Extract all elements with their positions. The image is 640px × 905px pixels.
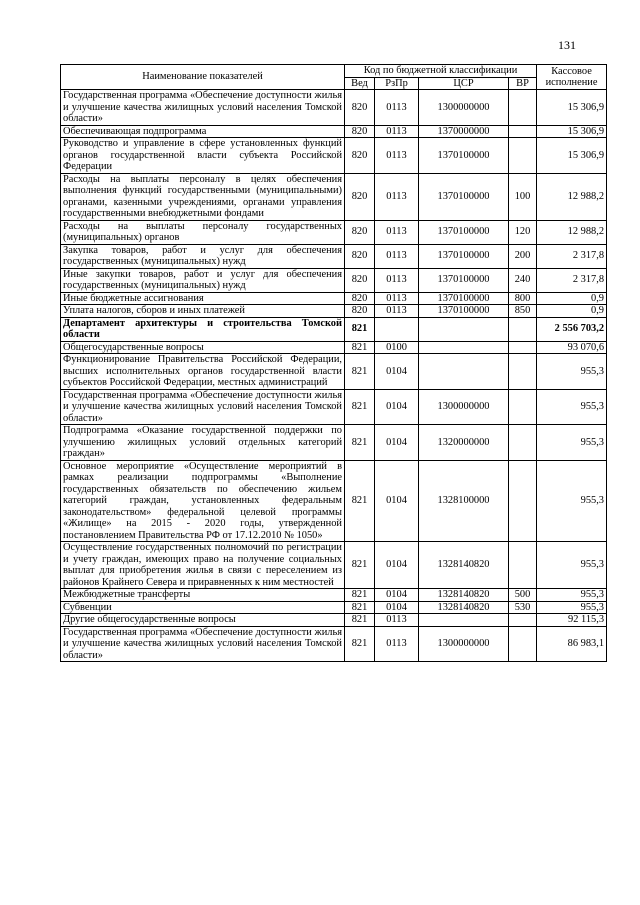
- row-rzpr: 0113: [375, 244, 419, 268]
- row-rzpr: 0113: [375, 125, 419, 138]
- row-ved: 820: [345, 268, 375, 292]
- row-ved: 821: [345, 354, 375, 390]
- table-row: [61, 460, 607, 542]
- row-rzpr: 0104: [375, 589, 419, 602]
- row-rzpr: 0104: [375, 389, 419, 425]
- row-amount: 0,9: [537, 305, 607, 318]
- row-amount: 15 306,9: [537, 138, 607, 174]
- row-csr: 1320000000: [419, 425, 509, 461]
- row-vr: 120: [509, 220, 537, 244]
- row-name: Закупка товаров, работ и услуг для обеспечения государственных (муниципальных) нужд: [61, 244, 345, 268]
- row-rzpr: 0113: [375, 268, 419, 292]
- row-csr: 1370100000: [419, 220, 509, 244]
- row-csr: [419, 317, 509, 341]
- table-row: [61, 244, 607, 268]
- row-ved: 821: [345, 389, 375, 425]
- table-body: [61, 90, 607, 662]
- row-name: Иные бюджетные ассигнования: [61, 292, 345, 305]
- row-vr: 500: [509, 589, 537, 602]
- row-name: Государственная программа «Обеспечение доступности жилья и улучшение качества жилищных условий населения Томской области»: [61, 626, 345, 662]
- row-amount: 955,3: [537, 460, 607, 542]
- row-ved: 820: [345, 220, 375, 244]
- row-amount: 12 988,2: [537, 173, 607, 220]
- row-vr: 240: [509, 268, 537, 292]
- row-name: Осуществление государственных полномочий по регистрации и учету граждан, имеющих право на получение социальных выплат для приобретения жилья в связи с переселением из районов Крайнего Севера и приравненных к ним местностей: [61, 542, 345, 589]
- row-name: Обеспечивающая подпрограмма: [61, 125, 345, 138]
- row-vr: [509, 138, 537, 174]
- row-ved: 820: [345, 125, 375, 138]
- row-amount: 2 556 703,2: [537, 317, 607, 341]
- row-ved: 820: [345, 244, 375, 268]
- row-vr: 100: [509, 173, 537, 220]
- table-row: [61, 589, 607, 602]
- row-name: Общегосударственные вопросы: [61, 341, 345, 354]
- row-vr: [509, 425, 537, 461]
- row-ved: 821: [345, 460, 375, 542]
- row-name: Межбюджетные трансферты: [61, 589, 345, 602]
- row-vr: 530: [509, 601, 537, 614]
- row-rzpr: 0113: [375, 173, 419, 220]
- table-row: [61, 268, 607, 292]
- row-vr: [509, 90, 537, 126]
- row-csr: 1370100000: [419, 305, 509, 318]
- row-csr: 1300000000: [419, 90, 509, 126]
- table-row: [61, 220, 607, 244]
- table-row: [61, 125, 607, 138]
- row-name: Расходы на выплаты персоналу государственных (муниципальных) органов: [61, 220, 345, 244]
- row-name: Департамент архитектуры и строительства Томской области: [61, 317, 345, 341]
- row-ved: 821: [345, 341, 375, 354]
- table-row: [61, 173, 607, 220]
- table-row: [61, 354, 607, 390]
- row-rzpr: 0104: [375, 425, 419, 461]
- row-csr: 1370000000: [419, 125, 509, 138]
- row-vr: 850: [509, 305, 537, 318]
- row-rzpr: 0104: [375, 601, 419, 614]
- table-row: [61, 138, 607, 174]
- row-amount: 92 115,3: [537, 614, 607, 627]
- row-amount: 0,9: [537, 292, 607, 305]
- row-amount: 955,3: [537, 425, 607, 461]
- row-name: Государственная программа «Обеспечение доступности жилья и улучшение качества жилищных условий населения Томской области»: [61, 90, 345, 126]
- page-number: 131: [558, 38, 576, 52]
- header-amount: Кассовое исполнение: [537, 65, 607, 90]
- row-ved: 820: [345, 305, 375, 318]
- header-ved: Вед: [345, 77, 375, 90]
- row-ved: 821: [345, 614, 375, 627]
- row-rzpr: 0113: [375, 90, 419, 126]
- row-csr: 1370100000: [419, 268, 509, 292]
- row-name: Подпрограмма «Оказание государственной поддержки по улучшению жилищных условий отдельных категорий граждан»: [61, 425, 345, 461]
- row-amount: 955,3: [537, 589, 607, 602]
- row-ved: 820: [345, 138, 375, 174]
- header-csr: ЦСР: [419, 77, 509, 90]
- row-ved: 821: [345, 317, 375, 341]
- row-csr: 1370100000: [419, 173, 509, 220]
- row-amount: 86 983,1: [537, 626, 607, 662]
- row-vr: [509, 341, 537, 354]
- row-name: Функционирование Правительства Российской Федерации, высших исполнительных органов государственной власти субъектов Российской Федерации, местных администраций: [61, 354, 345, 390]
- row-name: Основное мероприятие «Осуществление мероприятий в рамках реализации подпрограммы «Выполнение государственных обязательств по обеспечению жильем категорий граждан, установленных федеральным законодательством» федеральной целевой программы «Жилище» на 2015 - 2020 годы, утвержденной постановлением Правительства РФ от 17.12.2010 № 1050»: [61, 460, 345, 542]
- header-vr: ВР: [509, 77, 537, 90]
- header-name: Наименование показателей: [61, 65, 345, 90]
- row-ved: 821: [345, 626, 375, 662]
- row-vr: [509, 542, 537, 589]
- row-amount: 955,3: [537, 389, 607, 425]
- row-csr: 1370100000: [419, 292, 509, 305]
- row-amount: 12 988,2: [537, 220, 607, 244]
- table-row: [61, 425, 607, 461]
- row-name: Другие общегосударственные вопросы: [61, 614, 345, 627]
- table-row: [61, 341, 607, 354]
- row-csr: 1328140820: [419, 601, 509, 614]
- budget-execution-table: [60, 64, 607, 662]
- row-amount: 955,3: [537, 542, 607, 589]
- row-name: Расходы на выплаты персоналу в целях обеспечения выполнения функций государственными (муниципальными) органами, казенными учреждениями, органами управления государственными внебюджетными фондами: [61, 173, 345, 220]
- row-ved: 821: [345, 601, 375, 614]
- table-row: [61, 614, 607, 627]
- row-rzpr: 0113: [375, 292, 419, 305]
- row-rzpr: 0113: [375, 220, 419, 244]
- row-vr: [509, 317, 537, 341]
- header-code-group: Код по бюджетной классификации: [345, 65, 537, 78]
- row-amount: 15 306,9: [537, 90, 607, 126]
- row-csr: 1370100000: [419, 244, 509, 268]
- table-row: [61, 90, 607, 126]
- row-vr: [509, 460, 537, 542]
- row-rzpr: 0113: [375, 138, 419, 174]
- row-csr: 1328140820: [419, 542, 509, 589]
- row-vr: [509, 125, 537, 138]
- row-rzpr: [375, 317, 419, 341]
- row-csr: 1328100000: [419, 460, 509, 542]
- table-row: [61, 305, 607, 318]
- table-row: [61, 389, 607, 425]
- row-ved: 820: [345, 173, 375, 220]
- row-ved: 820: [345, 292, 375, 305]
- row-csr: 1300000000: [419, 626, 509, 662]
- row-ved: 821: [345, 589, 375, 602]
- row-ved: 821: [345, 425, 375, 461]
- row-amount: 15 306,9: [537, 125, 607, 138]
- row-amount: 955,3: [537, 354, 607, 390]
- row-rzpr: 0104: [375, 354, 419, 390]
- row-amount: 955,3: [537, 601, 607, 614]
- row-csr: 1370100000: [419, 138, 509, 174]
- row-vr: 800: [509, 292, 537, 305]
- row-rzpr: 0104: [375, 542, 419, 589]
- row-name: Уплата налогов, сборов и иных платежей: [61, 305, 345, 318]
- table-row: [61, 601, 607, 614]
- row-csr: 1300000000: [419, 389, 509, 425]
- row-name: Иные закупки товаров, работ и услуг для обеспечения государственных (муниципальных) нужд: [61, 268, 345, 292]
- row-ved: 821: [345, 542, 375, 589]
- row-vr: [509, 626, 537, 662]
- row-csr: 1328140820: [419, 589, 509, 602]
- table-row: [61, 317, 607, 341]
- row-vr: [509, 389, 537, 425]
- row-rzpr: 0113: [375, 614, 419, 627]
- row-rzpr: 0100: [375, 341, 419, 354]
- header-rzpr: РзПр: [375, 77, 419, 90]
- row-rzpr: 0113: [375, 305, 419, 318]
- row-rzpr: 0113: [375, 626, 419, 662]
- table-row: [61, 542, 607, 589]
- row-name: Государственная программа «Обеспечение доступности жилья и улучшение качества жилищных условий населения Томской области»: [61, 389, 345, 425]
- row-vr: 200: [509, 244, 537, 268]
- row-amount: 93 070,6: [537, 341, 607, 354]
- row-amount: 2 317,8: [537, 244, 607, 268]
- row-amount: 2 317,8: [537, 268, 607, 292]
- row-csr: [419, 354, 509, 390]
- row-name: Руководство и управление в сфере установленных функций органов государственной власти субъекта Российской Федерации: [61, 138, 345, 174]
- row-name: Субвенции: [61, 601, 345, 614]
- table-row: [61, 292, 607, 305]
- row-csr: [419, 341, 509, 354]
- row-vr: [509, 614, 537, 627]
- row-rzpr: 0104: [375, 460, 419, 542]
- table-row: [61, 626, 607, 662]
- row-vr: [509, 354, 537, 390]
- row-ved: 820: [345, 90, 375, 126]
- row-csr: [419, 614, 509, 627]
